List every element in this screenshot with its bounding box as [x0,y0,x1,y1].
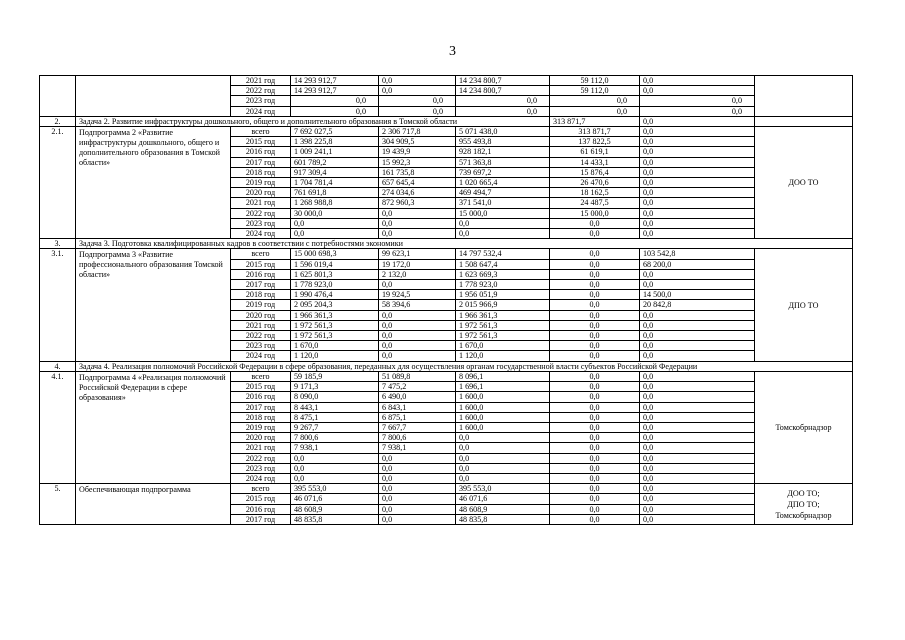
value-cell-c5: 0,0 [640,341,755,351]
value-cell-c5: 0,0 [640,218,755,228]
value-cell-c3: 1 120,0 [456,351,550,361]
value-cell-c1: 1 972 561,3 [291,331,379,341]
value-cell-c2: 0,0 [379,504,456,514]
year-cell: 2024 год [231,351,291,361]
value-cell-c1: 8 443,1 [291,402,379,412]
value-cell-c4: 0,0 [550,504,640,514]
value-cell-c2: 51 089,8 [379,371,456,381]
value-cell-c5: 0,0 [640,188,755,198]
value-cell-c4: 137 822,5 [550,137,640,147]
value-cell-c2: 0,0 [379,331,456,341]
value-cell-c5: 0,0 [640,280,755,290]
year-cell: всего [231,249,291,259]
value-cell-c3: 1 600,0 [456,412,550,422]
value-cell-c2: 0,0 [379,473,456,483]
value-cell-c3: 14 234 800,7 [456,86,550,96]
value-cell-c4: 0,0 [550,382,640,392]
value-cell-c3: 2 015 966,9 [456,300,550,310]
value-cell-c4: 61 619,1 [550,147,640,157]
value-cell-c5: 0,0 [640,198,755,208]
value-cell-c3: 14 234 800,7 [456,76,550,86]
task-extra-value-2: 0,0 [640,116,755,126]
value-cell-c5: 68 200,0 [640,259,755,269]
subprogram-number: 2.1. [40,127,76,239]
value-cell-c1: 1 120,0 [291,351,379,361]
task-title: Задача 4. Реализация полномочий Российской Федерации в сфере образования, переданных для осуществления органам государственной власти субъектов Российской Федерации [76,361,853,371]
year-cell: 2015 год [231,494,291,504]
value-cell-c3: 5 071 438,0 [456,127,550,137]
value-cell-c4: 0,0 [550,249,640,259]
budget-table [39,75,853,525]
year-cell: 2024 год [231,229,291,239]
value-cell-c5: 0,0 [640,484,755,494]
value-cell-c3: 15 000,0 [456,208,550,218]
value-cell-c2: 0,0 [379,463,456,473]
value-cell-c4: 0,0 [550,331,640,341]
value-cell-c4: 0,0 [550,310,640,320]
value-cell-c4: 24 487,5 [550,198,640,208]
value-cell-c5: 103 542,8 [640,249,755,259]
value-cell-c3: 46 071,6 [456,494,550,504]
value-cell-c2: 6 875,1 [379,412,456,422]
value-cell-c5: 0,0 [640,463,755,473]
value-cell-c3: 0,0 [456,433,550,443]
year-cell: 2017 год [231,514,291,524]
value-cell-c2: 7 938,1 [379,443,456,453]
value-cell-c1: 0,0 [291,473,379,483]
value-cell-c2: 19 924,5 [379,290,456,300]
value-cell-c1: 0,0 [291,106,379,116]
value-cell-c4: 0,0 [550,269,640,279]
value-cell-c3: 739 697,2 [456,167,550,177]
value-cell-c5: 0,0 [640,310,755,320]
table-row [40,249,853,259]
year-cell: 2020 год [231,433,291,443]
value-cell-c5: 0,0 [640,147,755,157]
value-cell-c3: 48 608,9 [456,504,550,514]
value-cell-c5: 0,0 [640,86,755,96]
value-cell-c4: 59 112,0 [550,76,640,86]
value-cell-c3: 1 778 923,0 [456,280,550,290]
value-cell-c3: 1 670,0 [456,341,550,351]
task-row [40,239,853,249]
value-cell-c5: 0,0 [640,167,755,177]
value-cell-c5: 0,0 [640,178,755,188]
task-title: Задача 2. Развитие инфраструктуры дошкольного, общего и дополнительного образования в Томской области [76,116,550,126]
value-cell-c3: 1 972 561,3 [456,320,550,330]
value-cell-c1: 1 670,0 [291,341,379,351]
task-number: 3. [40,239,76,249]
value-cell-c2: 19 172,0 [379,259,456,269]
value-cell-c4: 0,0 [550,300,640,310]
value-cell-c5: 0,0 [640,106,755,116]
value-cell-c4: 0,0 [550,494,640,504]
value-cell-c4: 313 871,7 [550,127,640,137]
value-cell-c4: 0,0 [550,229,640,239]
value-cell-c1: 9 267,7 [291,422,379,432]
year-cell: 2020 год [231,310,291,320]
year-cell: 2017 год [231,157,291,167]
value-cell-c5: 0,0 [640,443,755,453]
value-cell-c3: 48 835,8 [456,514,550,524]
value-cell-c3: 8 096,1 [456,371,550,381]
value-cell-c1: 917 309,4 [291,167,379,177]
value-cell-c1: 1 398 225,8 [291,137,379,147]
value-cell-c3: 1 956 051,9 [456,290,550,300]
subprogram-number: 4.1. [40,371,76,483]
value-cell-c1: 59 185,9 [291,371,379,381]
value-cell-c3: 1 972 561,3 [456,331,550,341]
value-cell-c4: 0,0 [550,473,640,483]
task-row [40,361,853,371]
value-cell-c2: 7 475,2 [379,382,456,392]
year-cell: 2021 год [231,443,291,453]
year-cell: 2022 год [231,453,291,463]
value-cell-c4: 0,0 [550,443,640,453]
value-cell-c4: 0,0 [550,463,640,473]
value-cell-c5: 20 842,8 [640,300,755,310]
value-cell-c3: 469 494,7 [456,188,550,198]
value-cell-c1: 0,0 [291,229,379,239]
value-cell-c2: 161 735,8 [379,167,456,177]
value-cell-c4: 0,0 [550,351,640,361]
value-cell-c4: 0,0 [550,341,640,351]
value-cell-c1: 1 268 988,8 [291,198,379,208]
year-cell: 2018 год [231,412,291,422]
value-cell-c5: 0,0 [640,96,755,106]
value-cell-c2: 0,0 [379,229,456,239]
value-cell-c4: 0,0 [550,422,640,432]
value-cell-c4: 0,0 [550,402,640,412]
page-number: 3 [449,44,456,59]
value-cell-c2: 15 992,3 [379,157,456,167]
year-cell: 2023 год [231,341,291,351]
value-cell-c4: 0,0 [550,371,640,381]
value-cell-c2: 657 645,4 [379,178,456,188]
value-cell-c1: 48 835,8 [291,514,379,524]
value-cell-c1: 30 000,0 [291,208,379,218]
value-cell-c2: 872 960,3 [379,198,456,208]
value-cell-c5: 0,0 [640,137,755,147]
value-cell-c2: 0,0 [379,494,456,504]
value-cell-c4: 0,0 [550,259,640,269]
value-cell-c1: 2 095 204,3 [291,300,379,310]
value-cell-c3: 0,0 [456,218,550,228]
value-cell-c1: 0,0 [291,96,379,106]
value-cell-c3: 0,0 [456,453,550,463]
subprogram-name: Подпрограмма 2 «Развитие инфраструктуры дошкольного, общего и дополнительного образования в Томской области» [76,127,231,239]
year-cell: 2015 год [231,259,291,269]
table-row [40,484,853,494]
task-number: 2. [40,116,76,126]
value-cell-c5: 0,0 [640,127,755,137]
value-cell-c1: 8 475,1 [291,412,379,422]
value-cell-c2: 7 667,7 [379,422,456,432]
year-cell: 2019 год [231,178,291,188]
task-row [40,116,853,126]
value-cell-c3: 1 020 665,4 [456,178,550,188]
value-cell-c2: 99 623,1 [379,249,456,259]
value-cell-c4: 0,0 [550,106,640,116]
task-number: 4. [40,361,76,371]
value-cell-c4: 0,0 [550,484,640,494]
value-cell-c2: 0,0 [379,351,456,361]
value-cell-c1: 601 789,2 [291,157,379,167]
value-cell-c2: 274 034,6 [379,188,456,198]
subprogram-number: 3.1. [40,249,76,361]
value-cell-c5: 0,0 [640,320,755,330]
year-cell: 2022 год [231,208,291,218]
value-cell-c4: 26 470,6 [550,178,640,188]
year-cell: всего [231,371,291,381]
year-cell: 2023 год [231,96,291,106]
value-cell-c5: 0,0 [640,208,755,218]
value-cell-c1: 7 800,6 [291,433,379,443]
value-cell-c4: 15 876,4 [550,167,640,177]
responsible-executor: ДОО ТО; ДПО ТО; Томскобрнадзор [755,484,853,525]
year-cell: 2016 год [231,392,291,402]
value-cell-c3: 0,0 [456,443,550,453]
table-row [40,76,853,86]
value-cell-c1: 15 000 698,3 [291,249,379,259]
value-cell-c5: 0,0 [640,371,755,381]
year-cell: 2015 год [231,137,291,147]
year-cell: 2021 год [231,320,291,330]
value-cell-c1: 7 692 027,5 [291,127,379,137]
value-cell-c2: 0,0 [379,310,456,320]
value-cell-c2: 2 306 717,8 [379,127,456,137]
value-cell-c5: 0,0 [640,494,755,504]
year-cell: 2016 год [231,269,291,279]
responsible-executor: Томскобрнадзор [755,371,853,483]
value-cell-c5: 0,0 [640,351,755,361]
value-cell-c3: 1 696,1 [456,382,550,392]
value-cell-c2: 58 394,6 [379,300,456,310]
year-cell: всего [231,127,291,137]
year-cell: всего [231,484,291,494]
value-cell-c5: 0,0 [640,331,755,341]
value-cell-c4: 18 162,5 [550,188,640,198]
value-cell-c2: 0,0 [379,208,456,218]
value-cell-c3: 1 600,0 [456,422,550,432]
value-cell-c2: 0,0 [379,280,456,290]
value-cell-c3: 0,0 [456,96,550,106]
year-cell: 2020 год [231,188,291,198]
value-cell-c3: 14 797 532,4 [456,249,550,259]
table-row [40,371,853,381]
value-cell-c1: 1 966 361,3 [291,310,379,320]
value-cell-c3: 571 363,8 [456,157,550,167]
value-cell-c2: 304 909,5 [379,137,456,147]
value-cell-c1: 1 625 801,3 [291,269,379,279]
value-cell-c3: 955 493,8 [456,137,550,147]
value-cell-c1: 0,0 [291,453,379,463]
value-cell-c2: 0,0 [379,514,456,524]
value-cell-c1: 14 293 912,7 [291,86,379,96]
value-cell-c5: 14 500,0 [640,290,755,300]
value-cell-c1: 46 071,6 [291,494,379,504]
value-cell-c3: 0,0 [456,473,550,483]
responsible-executor: ДПО ТО [755,249,853,361]
value-cell-c3: 0,0 [456,229,550,239]
value-cell-c2: 0,0 [379,484,456,494]
year-cell: 2016 год [231,504,291,514]
value-cell-c1: 48 608,9 [291,504,379,514]
value-cell-c2: 0,0 [379,76,456,86]
value-cell-c2: 0,0 [379,96,456,106]
value-cell-c2: 0,0 [379,341,456,351]
value-cell-c1: 9 171,3 [291,382,379,392]
value-cell-c2: 0,0 [379,453,456,463]
value-cell-c5: 0,0 [640,504,755,514]
value-cell-c2: 7 800,6 [379,433,456,443]
year-cell: 2021 год [231,198,291,208]
value-cell-c2: 6 490,0 [379,392,456,402]
value-cell-c4: 0,0 [550,514,640,524]
value-cell-c5: 0,0 [640,473,755,483]
empty-cell [755,116,853,126]
value-cell-c4: 14 433,1 [550,157,640,167]
value-cell-c3: 0,0 [456,463,550,473]
value-cell-c4: 0,0 [550,392,640,402]
year-cell: 2021 год [231,76,291,86]
value-cell-c3: 1 508 647,4 [456,259,550,269]
value-cell-c2: 6 843,1 [379,402,456,412]
value-cell-c5: 0,0 [640,229,755,239]
year-cell: 2015 год [231,382,291,392]
value-cell-c3: 0,0 [456,106,550,116]
value-cell-c3: 1 600,0 [456,402,550,412]
value-cell-c1: 1 596 019,4 [291,259,379,269]
value-cell-c5: 0,0 [640,269,755,279]
value-cell-c1: 1 778 923,0 [291,280,379,290]
value-cell-c2: 0,0 [379,320,456,330]
year-cell: 2018 год [231,167,291,177]
value-cell-c4: 0,0 [550,412,640,422]
value-cell-c2: 0,0 [379,106,456,116]
year-cell: 2024 год [231,106,291,116]
subprogram-name: Обеспечивающая подпрограмма [76,484,231,525]
value-cell-c1: 761 691,8 [291,188,379,198]
year-cell: 2016 год [231,147,291,157]
value-cell-c2: 2 132,0 [379,269,456,279]
empty-no-cell [40,76,76,117]
value-cell-c4: 0,0 [550,280,640,290]
year-cell: 2022 год [231,331,291,341]
year-cell: 2018 год [231,290,291,300]
year-cell: 2024 год [231,473,291,483]
task-title: Задача 3. Подготовка квалифицированных кадров в соответствии с потребностями экономики [76,239,853,249]
value-cell-c2: 0,0 [379,218,456,228]
value-cell-c3: 395 553,0 [456,484,550,494]
value-cell-c1: 7 938,1 [291,443,379,453]
responsible-executor: ДОО ТО [755,127,853,239]
value-cell-c2: 19 439,9 [379,147,456,157]
value-cell-c5: 0,0 [640,453,755,463]
value-cell-c5: 0,0 [640,514,755,524]
year-cell: 2022 год [231,86,291,96]
value-cell-c2: 0,0 [379,86,456,96]
value-cell-c4: 0,0 [550,320,640,330]
task-extra-value: 313 871,7 [550,116,640,126]
value-cell-c5: 0,0 [640,157,755,167]
value-cell-c1: 1 704 781,4 [291,178,379,188]
empty-responsible-cell [755,76,853,117]
value-cell-c5: 0,0 [640,433,755,443]
value-cell-c5: 0,0 [640,402,755,412]
value-cell-c5: 0,0 [640,412,755,422]
value-cell-c4: 59 112,0 [550,86,640,96]
value-cell-c1: 1 990 476,4 [291,290,379,300]
value-cell-c1: 1 972 561,3 [291,320,379,330]
value-cell-c5: 0,0 [640,392,755,402]
year-cell: 2017 год [231,402,291,412]
value-cell-c3: 1 623 669,3 [456,269,550,279]
value-cell-c4: 15 000,0 [550,208,640,218]
value-cell-c3: 371 541,0 [456,198,550,208]
empty-name-cell [76,76,231,117]
value-cell-c4: 0,0 [550,433,640,443]
value-cell-c1: 8 090,0 [291,392,379,402]
year-cell: 2017 год [231,280,291,290]
subprogram-name: Подпрограмма 3 «Развитие профессионального образования Томской области» [76,249,231,361]
value-cell-c1: 14 293 912,7 [291,76,379,86]
value-cell-c4: 0,0 [550,96,640,106]
subprogram-name: Подпрограмма 4 «Реализация полномочий Российской Федерации в сфере образования» [76,371,231,483]
year-cell: 2023 год [231,463,291,473]
value-cell-c5: 0,0 [640,76,755,86]
value-cell-c3: 1 600,0 [456,392,550,402]
value-cell-c5: 0,0 [640,422,755,432]
value-cell-c4: 0,0 [550,218,640,228]
year-cell: 2023 год [231,218,291,228]
table-row [40,127,853,137]
subprogram-number: 5. [40,484,76,525]
year-cell: 2019 год [231,300,291,310]
value-cell-c1: 395 553,0 [291,484,379,494]
value-cell-c1: 1 009 241,1 [291,147,379,157]
year-cell: 2019 год [231,422,291,432]
value-cell-c4: 0,0 [550,453,640,463]
value-cell-c3: 928 182,1 [456,147,550,157]
value-cell-c3: 1 966 361,3 [456,310,550,320]
value-cell-c5: 0,0 [640,382,755,392]
value-cell-c1: 0,0 [291,463,379,473]
value-cell-c4: 0,0 [550,290,640,300]
value-cell-c1: 0,0 [291,218,379,228]
